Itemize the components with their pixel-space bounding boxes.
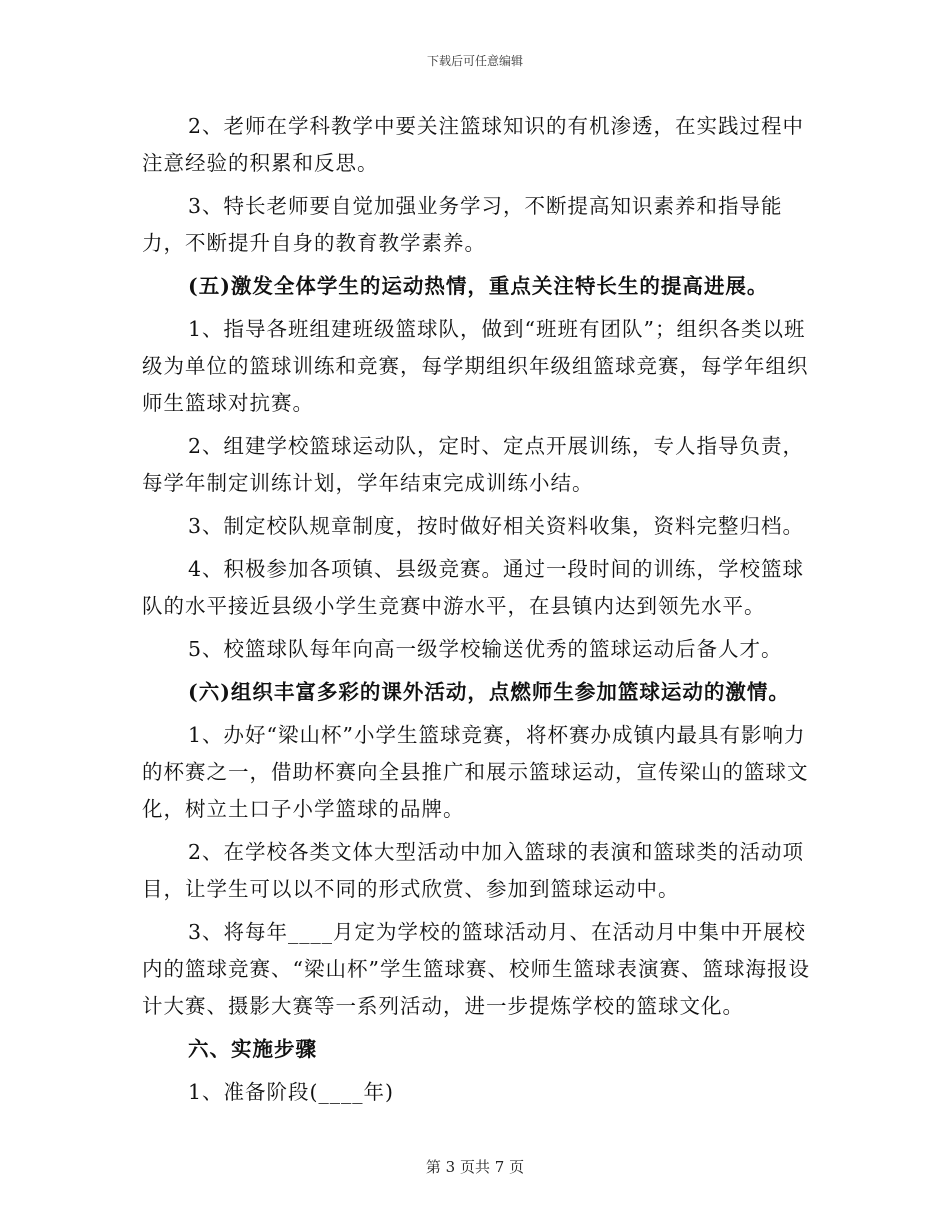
body-paragraph: 2、在学校各类文体大型活动中加入篮球的表演和篮球类的活动项目，让学生可以以不同的形式欣赏、参加到篮球运动中。 — [142, 840, 805, 901]
section-heading: (五)激发全体学生的运动热情，重点关注特长生的提高进展。 — [188, 274, 769, 298]
body-paragraph: 4、积极参加各项镇、县级竞赛。通过一段时间的训练，学校篮球队的水平接近县级小学生竞赛中游水平，在县镇内达到领先水平。 — [142, 557, 805, 618]
page-footer: 第 3 页共 7 页 — [425, 1158, 525, 1176]
section-heading: 六、实施步骤 — [188, 1037, 317, 1061]
body-paragraph: 1、准备阶段(____年) — [188, 1080, 395, 1104]
body-paragraph: 2、老师在学科教学中要关注篮球知识的有机渗透，在实践过程中注意经验的积累和反思。 — [142, 114, 805, 175]
body-paragraph: 1、指导各班组建班级篮球队，做到“班班有团队”；组织各类以班级为单位的篮球训练和竞赛，每学期组织年级组篮球竞赛，每学年组织师生篮球对抗赛。 — [142, 317, 809, 415]
body-paragraph: 2、组建学校篮球运动队，定时、定点开展训练，专人指导负责，每学年制定训练计划，学年结束完成训练小结。 — [142, 434, 805, 495]
body-paragraph: 3、特长老师要自觉加强业务学习，不断提高知识素养和指导能力，不断提升自身的教育教学素养。 — [142, 194, 783, 255]
section-heading: (六)组织丰富多彩的课外活动，点燃师生参加篮球运动的激情。 — [188, 680, 790, 704]
body-paragraph: 5、校篮球队每年向高一级学校输送优秀的篮球运动后备人才。 — [188, 637, 783, 661]
body-paragraph: 3、制定校队规章制度，按时做好相关资料收集，资料完整归档。 — [188, 514, 805, 538]
page-header: 下载后可任意编辑 — [426, 54, 523, 68]
body-paragraph: 3、将每年____月定为学校的篮球活动月、在活动月中集中开展校内的篮球竞赛、“梁山杯”学生篮球赛、校师生篮球表演赛、篮球海报设计大赛、摄影大赛等一系列活动，进一步提炼学校的篮球文化。 — [142, 920, 810, 1018]
body-paragraph: 1、办好“梁山杯”小学生篮球竞赛，将杯赛办成镇内最具有影响力的杯赛之一，借助杯赛向全县推广和展示篮球运动，宣传梁山的篮球文化，树立土口子小学篮球的品牌。 — [142, 723, 809, 821]
document-body — [142, 108, 822, 1117]
